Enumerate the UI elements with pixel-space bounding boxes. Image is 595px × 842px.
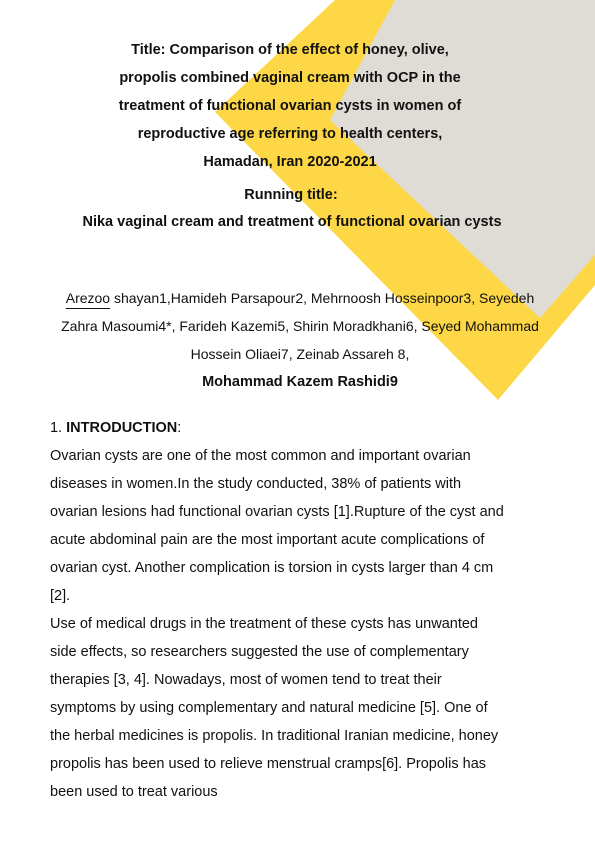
paragraph-line: [2]. xyxy=(50,588,71,604)
running-title-label: Running title: xyxy=(244,187,338,203)
paragraph-line: side effects, so researchers suggested the use of complementary xyxy=(50,644,469,660)
title-line: reproductive age referring to health centers, xyxy=(137,126,443,142)
author-list xyxy=(20,284,580,396)
title-line: propolis combined vaginal cream with OCP in the xyxy=(119,70,461,86)
author-line xyxy=(20,284,580,312)
section-number: 1. xyxy=(50,420,63,436)
author-line-rest: shayan1,Hamideh Parsapour2, Mehrnoosh Hosseinpoor3, Seyedeh xyxy=(110,290,535,306)
author-line: Hossein Oliaei7, Zeinab Assareh 8, xyxy=(190,346,410,362)
title-line: Hamadan, Iran 2020-2021 xyxy=(203,154,377,170)
introduction-section xyxy=(50,414,560,806)
paper-title xyxy=(40,36,540,176)
title-line: Title: Comparison of the effect of honey, olive, xyxy=(131,42,449,58)
paragraph-line: propolis has been used to relieve menstrual cramps[6]. Propolis has xyxy=(50,756,487,772)
paragraph-line: the herbal medicines is propolis. In traditional Iranian medicine, honey xyxy=(50,728,499,744)
running-title-text: Nika vaginal cream and treatment of functional ovarian cysts xyxy=(82,214,502,230)
author-line: Zahra Masoumi4*, Farideh Kazemi5, Shirin Moradkhani6, Seyed Mohammad xyxy=(61,318,539,334)
title-line: treatment of functional ovarian cysts in women of xyxy=(118,98,462,114)
paragraph-line: Use of medical drugs in the treatment of these cysts has unwanted xyxy=(50,616,478,632)
paragraph-line: Ovarian cysts are one of the most common and important ovarian xyxy=(50,448,471,464)
paragraph-line: acute abdominal pain are the most important acute complications of xyxy=(50,532,485,548)
section-heading-colon: : xyxy=(177,420,182,436)
paragraph-line: been used to treat various xyxy=(50,784,218,800)
paragraph-line: therapies [3, 4]. Nowadays, most of women tend to treat their xyxy=(50,672,442,688)
last-author: Mohammad Kazem Rashidi9 xyxy=(202,374,398,390)
paragraph-line: ovarian lesions had functional ovarian cysts [1].Rupture of the cyst and xyxy=(50,504,504,520)
section-heading xyxy=(50,414,560,442)
section-heading-text: INTRODUCTION xyxy=(66,420,178,436)
paragraph-line: diseases in women.In the study conducted, 38% of patients with xyxy=(50,476,462,492)
paragraph-line: symptoms by using complementary and natural medicine [5]. One of xyxy=(50,700,488,716)
paragraph-line: ovarian cyst. Another complication is torsion in cysts larger than 4 cm xyxy=(50,560,494,576)
first-author-name: Arezoo xyxy=(65,290,111,306)
